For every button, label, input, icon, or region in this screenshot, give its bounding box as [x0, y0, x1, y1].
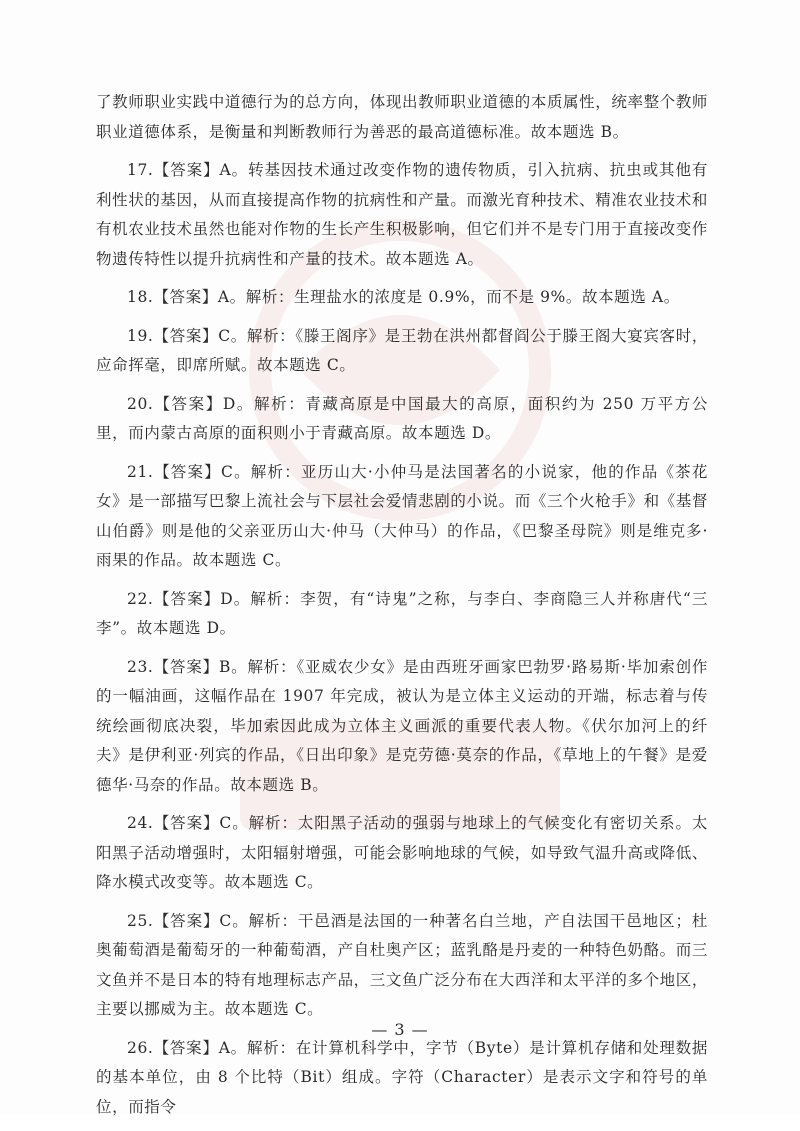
answer-explanations — [96, 88, 708, 1131]
answer-25: 25.【答案】C。解析：干邑酒是法国的一种著名白兰地，产自法国干邑地区；杜奥葡萄酒是葡萄牙的一种葡萄酒，产自杜奥产区；蓝乳酪是丹麦的一种特色奶酪。而三文鱼并不是日本的特有地理标志产品，三文鱼广泛分布在大西洋和太平洋的多个地区，主要以挪威为主。故本题选 C。 — [96, 911, 708, 1018]
answer-26: 26.【答案】A。解析：在计算机科学中，字节（Byte）是计算机存储和处理数据的基本单位，由 8 个比特（Bit）组成。字符（Character）是表示文字和符号的单位，而指令 — [96, 1038, 708, 1116]
answer-19: 19.【答案】C。解析：《滕王阁序》是王勃在洪州都督阎公于滕王阁大宴宾客时，应命挥毫，即席所赋。故本题选 C。 — [96, 326, 708, 374]
paragraph-continued: 了教师职业实践中道德行为的总方向，体现出教师职业道德的本质属性，统率整个教师职业道德体系，是衡量和判断教师行为善恶的最高道德标准。故本题选 B。 — [96, 93, 708, 141]
answer-24: 24.【答案】C。解析：太阳黑子活动的强弱与地球上的气候变化有密切关系。太阳黑子活动增强时，太阳辐射增强，可能会影响地球的气候，如导致气温升高或降低、降水模式改变等。故本题选 C。 — [96, 814, 708, 891]
page-number: — 3 — — [371, 1020, 429, 1039]
answer-17: 17.【答案】A。转基因技术通过改变作物的遗传物质，引入抗病、抗虫或其他有利性状的基因，从而直接提高作物的抗病性和产量。而激光育种技术、精准农业技术和有机农业技术虽然也能对作物的生长产生积极影响，但它们并不是专门用于直接改变作物遗传特性以提升抗病性和产量的技术。故本题选 A。 — [96, 161, 708, 268]
answer-23: 23.【答案】B。解析：《亚威农少女》是由西班牙画家巴勃罗·路易斯·毕加索创作的一幅油画，这幅作品在 1907 年完成，被认为是立体主义运动的开端，标志着与传统绘画彻底决裂，毕加索因此成为立体主义画派的重要代表人物。《伏尔加河上的纤夫》是伊利亚·列宾的作品，《日出印象》是克劳德·莫奈的作品，《草地上的午餐》是爱德华·马奈的作品。故本题选 B。 — [96, 657, 708, 794]
answer-18: 18.【答案】A。解析：生理盐水的浓度是 0.9%，而不是 9%。故本题选 A。 — [127, 288, 680, 306]
answer-22: 22.【答案】D。解析：李贺，有“诗鬼”之称，与李白、李商隐三人并称唐代“三李”。故本题选 D。 — [96, 589, 708, 637]
answer-20: 20.【答案】D。解析：青藏高原是中国最大的高原，面积约为 250 万平方公里，而内蒙古高原的面积则小于青藏高原。故本题选 D。 — [96, 394, 708, 442]
answer-21: 21.【答案】C。解析：亚历山大·小仲马是法国著名的小说家，他的作品《茶花女》是一部描写巴黎上流社会与下层社会爱情悲剧的小说。而《三个火枪手》和《基督山伯爵》则是他的父亲亚历山大·仲马（大仲马）的作品，《巴黎圣母院》则是维克多·雨果的作品。故本题选 C。 — [96, 462, 708, 569]
